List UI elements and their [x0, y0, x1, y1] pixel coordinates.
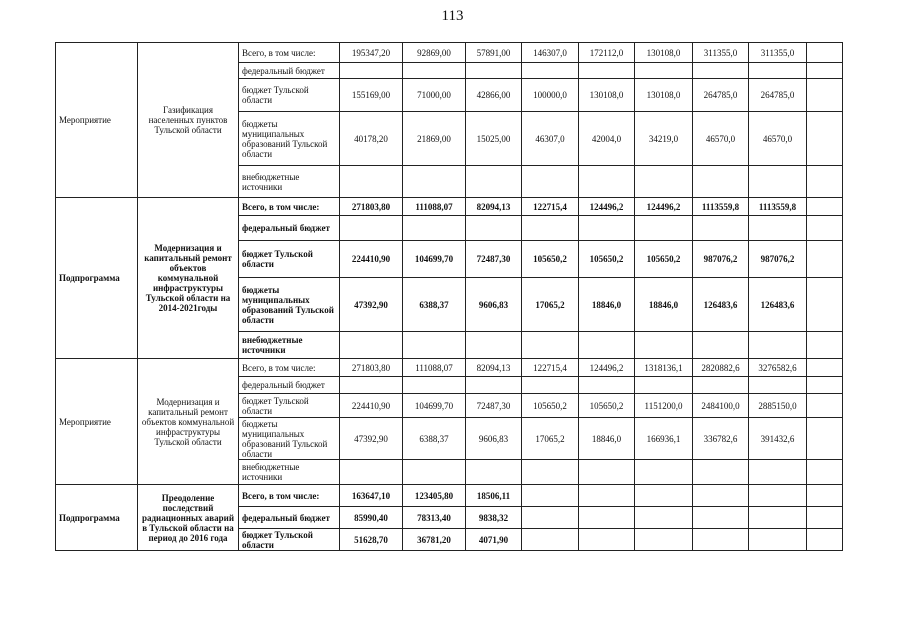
amount-cell	[579, 507, 635, 529]
funding-source: федеральный бюджет	[239, 507, 340, 529]
amount-cell	[693, 507, 749, 529]
amount-cell	[522, 63, 579, 79]
amount-cell	[579, 460, 635, 485]
amount-cell: 987076,2	[693, 241, 749, 278]
amount-cell	[522, 485, 579, 507]
amount-cell: 264785,0	[749, 79, 807, 112]
amount-cell	[693, 377, 749, 394]
amount-cell: 47392,90	[340, 418, 403, 460]
amount-cell	[807, 332, 843, 359]
amount-cell	[579, 377, 635, 394]
amount-cell	[807, 278, 843, 332]
amount-cell: 1151200,0	[635, 394, 693, 418]
amount-cell: 224410,90	[340, 241, 403, 278]
amount-cell	[807, 43, 843, 63]
amount-cell: 46570,0	[693, 112, 749, 166]
amount-cell: 72487,30	[466, 394, 522, 418]
amount-cell	[807, 507, 843, 529]
amount-cell: 9606,83	[466, 278, 522, 332]
funding-source: федеральный бюджет	[239, 63, 340, 79]
amount-cell: 1113559,8	[693, 198, 749, 216]
amount-cell	[693, 216, 749, 241]
amount-cell: 130108,0	[635, 43, 693, 63]
amount-cell	[749, 166, 807, 198]
amount-cell: 111088,07	[403, 359, 466, 377]
amount-cell: 100000,0	[522, 79, 579, 112]
amount-cell: 130108,0	[635, 79, 693, 112]
funding-source: Всего, в том числе:	[239, 43, 340, 63]
amount-cell	[807, 485, 843, 507]
amount-cell	[522, 332, 579, 359]
amount-cell	[807, 198, 843, 216]
page-number: 113	[441, 8, 464, 24]
amount-cell	[635, 216, 693, 241]
amount-cell: 126483,6	[749, 278, 807, 332]
amount-cell	[579, 166, 635, 198]
amount-cell: 126483,6	[693, 278, 749, 332]
amount-cell	[522, 166, 579, 198]
funding-source: федеральный бюджет	[239, 377, 340, 394]
amount-cell	[466, 166, 522, 198]
amount-cell: 57891,00	[466, 43, 522, 63]
amount-cell	[635, 166, 693, 198]
funding-source: внебюджетные источники	[239, 332, 340, 359]
amount-cell: 42004,0	[579, 112, 635, 166]
amount-cell: 130108,0	[579, 79, 635, 112]
amount-cell	[635, 507, 693, 529]
amount-cell	[749, 529, 807, 551]
funding-source: внебюджетные источники	[239, 166, 340, 198]
amount-cell	[466, 377, 522, 394]
table-row	[56, 359, 843, 377]
amount-cell: 6388,37	[403, 278, 466, 332]
amount-cell	[340, 63, 403, 79]
amount-cell: 264785,0	[693, 79, 749, 112]
amount-cell	[749, 332, 807, 359]
program-name: Модернизация и капитальный ремонт объектов коммунальной инфраструктуры Тульской области	[138, 359, 239, 485]
amount-cell	[807, 359, 843, 377]
amount-cell: 271803,80	[340, 198, 403, 216]
amount-cell	[635, 332, 693, 359]
amount-cell: 124496,2	[579, 198, 635, 216]
amount-cell	[403, 216, 466, 241]
amount-cell: 71000,00	[403, 79, 466, 112]
amount-cell	[749, 216, 807, 241]
amount-cell	[403, 63, 466, 79]
amount-cell: 18846,0	[579, 418, 635, 460]
amount-cell: 2820882,6	[693, 359, 749, 377]
table-row	[56, 485, 843, 507]
row-kind: Мероприятие	[56, 43, 138, 198]
amount-cell	[749, 485, 807, 507]
amount-cell: 6388,37	[403, 418, 466, 460]
amount-cell: 42866,00	[466, 79, 522, 112]
funding-source: бюджет Тульской области	[239, 529, 340, 551]
table-row	[56, 43, 843, 63]
amount-cell	[749, 377, 807, 394]
amount-cell: 224410,90	[340, 394, 403, 418]
amount-cell: 18846,0	[579, 278, 635, 332]
amount-cell: 47392,90	[340, 278, 403, 332]
amount-cell: 123405,80	[403, 485, 466, 507]
amount-cell	[807, 377, 843, 394]
amount-cell: 85990,40	[340, 507, 403, 529]
amount-cell	[340, 332, 403, 359]
amount-cell	[635, 377, 693, 394]
amount-cell	[635, 63, 693, 79]
amount-cell: 9606,83	[466, 418, 522, 460]
amount-cell	[340, 166, 403, 198]
row-kind: Подпрограмма	[56, 485, 138, 551]
funding-source: Всего, в том числе:	[239, 198, 340, 216]
amount-cell	[466, 460, 522, 485]
amount-cell: 111088,07	[403, 198, 466, 216]
amount-cell: 122715,4	[522, 198, 579, 216]
amount-cell	[693, 166, 749, 198]
amount-cell: 36781,20	[403, 529, 466, 551]
amount-cell	[693, 63, 749, 79]
amount-cell: 124496,2	[635, 198, 693, 216]
amount-cell	[635, 485, 693, 507]
amount-cell: 311355,0	[693, 43, 749, 63]
amount-cell: 105650,2	[635, 241, 693, 278]
amount-cell	[403, 332, 466, 359]
amount-cell: 122715,4	[522, 359, 579, 377]
amount-cell: 18506,11	[466, 485, 522, 507]
amount-cell	[522, 216, 579, 241]
amount-cell	[522, 529, 579, 551]
amount-cell: 40178,20	[340, 112, 403, 166]
amount-cell	[693, 332, 749, 359]
amount-cell: 46570,0	[749, 112, 807, 166]
amount-cell: 105650,2	[579, 241, 635, 278]
funding-source: Всего, в том числе:	[239, 359, 340, 377]
amount-cell: 987076,2	[749, 241, 807, 278]
amount-cell	[340, 377, 403, 394]
amount-cell: 155169,00	[340, 79, 403, 112]
amount-cell: 105650,2	[522, 394, 579, 418]
amount-cell	[466, 63, 522, 79]
amount-cell	[807, 394, 843, 418]
amount-cell: 72487,30	[466, 241, 522, 278]
amount-cell	[807, 166, 843, 198]
amount-cell: 124496,2	[579, 359, 635, 377]
amount-cell	[466, 216, 522, 241]
row-kind: Подпрограмма	[56, 198, 138, 359]
amount-cell	[579, 332, 635, 359]
amount-cell: 78313,40	[403, 507, 466, 529]
program-name: Модернизация и капитальный ремонт объектов коммунальной инфраструктуры Тульской области на 2014-2021годы	[138, 198, 239, 359]
amount-cell: 82094,13	[466, 198, 522, 216]
amount-cell: 2484100,0	[693, 394, 749, 418]
program-name: Газификация населенных пунктов Тульской области	[138, 43, 239, 198]
amount-cell: 166936,1	[635, 418, 693, 460]
amount-cell	[693, 485, 749, 507]
amount-cell: 195347,20	[340, 43, 403, 63]
amount-cell: 2885150,0	[749, 394, 807, 418]
budget-table	[55, 42, 843, 551]
amount-cell	[635, 460, 693, 485]
amount-cell: 1318136,1	[635, 359, 693, 377]
amount-cell: 163647,10	[340, 485, 403, 507]
funding-source: бюджет Тульской области	[239, 79, 340, 112]
funding-source: внебюджетные источники	[239, 460, 340, 485]
amount-cell: 172112,0	[579, 43, 635, 63]
amount-cell	[579, 63, 635, 79]
amount-cell: 46307,0	[522, 112, 579, 166]
amount-cell: 1113559,8	[749, 198, 807, 216]
amount-cell: 17065,2	[522, 418, 579, 460]
amount-cell: 105650,2	[522, 241, 579, 278]
amount-cell	[635, 529, 693, 551]
amount-cell: 3276582,6	[749, 359, 807, 377]
amount-cell: 18846,0	[635, 278, 693, 332]
amount-cell	[522, 460, 579, 485]
amount-cell: 391432,6	[749, 418, 807, 460]
amount-cell: 17065,2	[522, 278, 579, 332]
amount-cell	[579, 485, 635, 507]
row-kind: Мероприятие	[56, 359, 138, 485]
amount-cell	[403, 460, 466, 485]
amount-cell: 51628,70	[340, 529, 403, 551]
amount-cell	[579, 216, 635, 241]
amount-cell	[693, 460, 749, 485]
amount-cell	[807, 241, 843, 278]
amount-cell	[403, 166, 466, 198]
amount-cell	[807, 63, 843, 79]
amount-cell: 311355,0	[749, 43, 807, 63]
amount-cell: 92869,00	[403, 43, 466, 63]
amount-cell	[749, 63, 807, 79]
amount-cell	[807, 460, 843, 485]
funding-source: бюджеты муниципальных образований Тульской области	[239, 112, 340, 166]
amount-cell: 271803,80	[340, 359, 403, 377]
amount-cell	[807, 79, 843, 112]
funding-source: бюджет Тульской области	[239, 394, 340, 418]
amount-cell: 4071,90	[466, 529, 522, 551]
amount-cell	[807, 418, 843, 460]
table-row	[56, 198, 843, 216]
amount-cell	[749, 460, 807, 485]
amount-cell	[807, 529, 843, 551]
amount-cell	[693, 529, 749, 551]
program-name: Преодоление последствий радиационных аварий в Тульской области на период до 2016 года	[138, 485, 239, 551]
amount-cell: 146307,0	[522, 43, 579, 63]
amount-cell	[340, 216, 403, 241]
funding-source: бюджет Тульской области	[239, 241, 340, 278]
amount-cell: 34219,0	[635, 112, 693, 166]
amount-cell: 104699,70	[403, 241, 466, 278]
amount-cell: 336782,6	[693, 418, 749, 460]
amount-cell: 9838,32	[466, 507, 522, 529]
funding-source: Всего, в том числе:	[239, 485, 340, 507]
amount-cell	[807, 216, 843, 241]
funding-source: бюджеты муниципальных образований Тульской области	[239, 278, 340, 332]
amount-cell	[403, 377, 466, 394]
amount-cell	[749, 507, 807, 529]
funding-source: бюджеты муниципальных образований Тульской области	[239, 418, 340, 460]
amount-cell	[522, 507, 579, 529]
amount-cell	[579, 529, 635, 551]
amount-cell	[466, 332, 522, 359]
amount-cell: 104699,70	[403, 394, 466, 418]
amount-cell	[522, 377, 579, 394]
amount-cell: 15025,00	[466, 112, 522, 166]
amount-cell	[807, 112, 843, 166]
funding-source: федеральный бюджет	[239, 216, 340, 241]
amount-cell: 21869,00	[403, 112, 466, 166]
amount-cell: 105650,2	[579, 394, 635, 418]
amount-cell: 82094,13	[466, 359, 522, 377]
amount-cell	[340, 460, 403, 485]
